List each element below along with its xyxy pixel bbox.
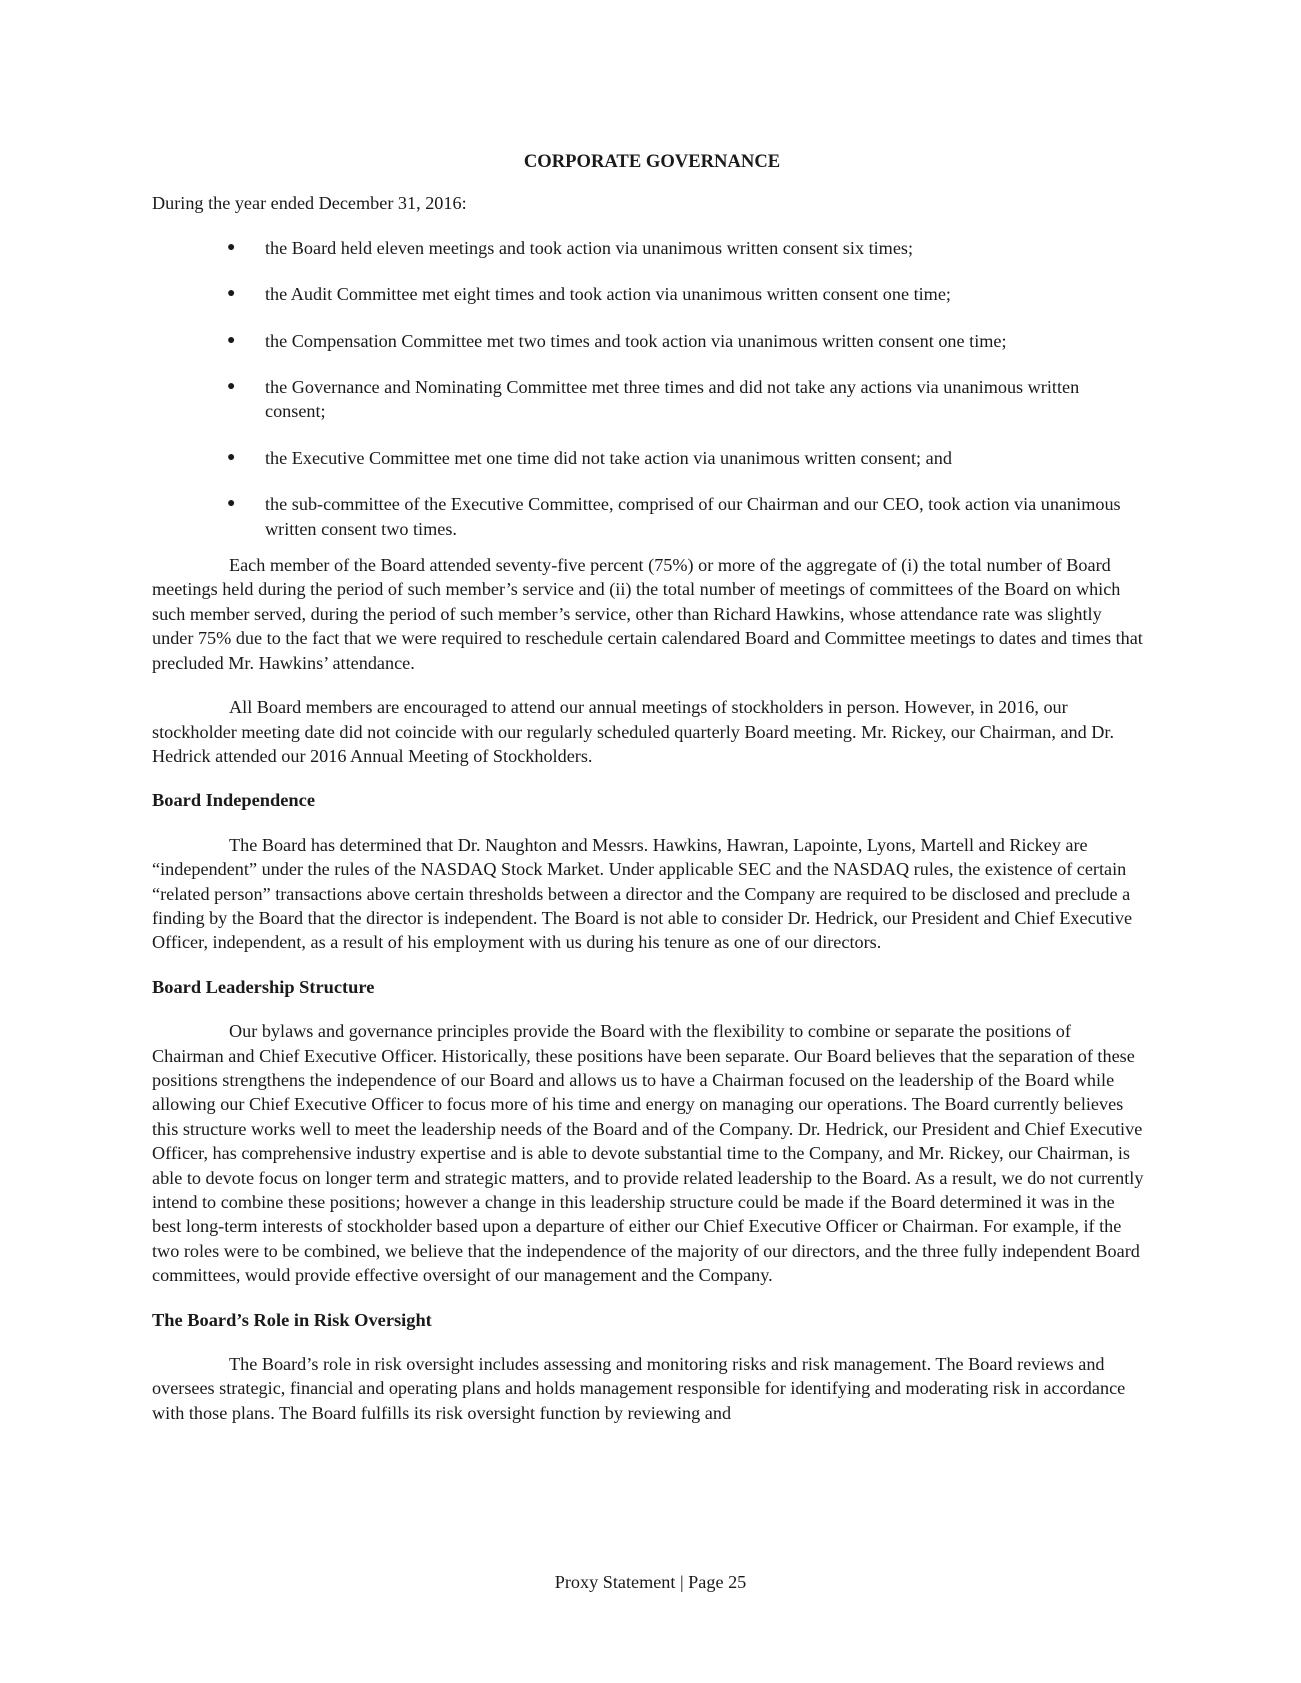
- list-item: [152, 446, 1144, 470]
- list-item-text: the Compensation Committee met two times and took action via unanimous written consent one time;: [265, 330, 1007, 351]
- list-item-text: the sub-committee of the Executive Committee, comprised of our Chairman and our CEO, took action via unanimous written consent two times.: [265, 494, 1121, 539]
- page-footer: Proxy Statement | Page 25: [554, 1572, 747, 1592]
- list-item: [152, 282, 1144, 306]
- bullet-icon: ●: [227, 379, 236, 395]
- bullet-icon: ●: [227, 449, 236, 465]
- bullet-icon: ●: [227, 239, 236, 255]
- list-item: [152, 375, 1144, 424]
- list-item: [152, 236, 1144, 260]
- section-body-risk-oversight: The Board’s role in risk oversight includes assessing and monitoring risks and risk management. The Board reviews and oversees strategic, financial and operating plans and holds management responsible for identifying and moderating risk in accordance with those plans. The Board fulfills its risk oversight function by reviewing and: [152, 1354, 1126, 1423]
- document-page: [152, 150, 1144, 1445]
- section-heading-board-leadership-structure: Board Leadership Structure: [152, 976, 375, 997]
- list-item: [152, 492, 1144, 541]
- list-item-text: the Board held eleven meetings and took action via unanimous written consent six times;: [265, 237, 914, 258]
- list-item-text: the Governance and Nominating Committee met three times and did not take any actions via unanimous written consent;: [265, 377, 1080, 422]
- page-title: CORPORATE GOVERNANCE: [523, 151, 781, 172]
- annual-meeting-paragraph: All Board members are encouraged to attend our annual meetings of stockholders in person. However, in 2016, our stockholder meeting date did not coincide with our regularly scheduled quarterly Board meeting. Mr. Rickey, our Chairman, and Dr. Hedrick attended our 2016 Annual Meeting of Stockholders.: [152, 697, 1114, 766]
- list-item-text: the Audit Committee met eight times and took action via unanimous written consent one time;: [265, 284, 951, 305]
- list-item: [152, 329, 1144, 353]
- section-heading-board-independence: Board Independence: [152, 790, 315, 811]
- attendance-paragraph: Each member of the Board attended seventy-five percent (75%) or more of the aggregate of (i) the total number of Board meetings held during the period of such member’s service and (ii) the total number of meetings of committees of the Board on which such member served, during the period of such member’s service, other than Richard Hawkins, whose attendance rate was slightly under 75% due to the fact that we were required to reschedule certain calendared Board and Committee meetings to dates and times that precluded Mr. Hawkins’ attendance.: [152, 555, 1143, 673]
- section-body-board-independence: The Board has determined that Dr. Naughton and Messrs. Hawkins, Hawran, Lapointe, Lyons, Martell and Rickey are “independent” under the rules of the NASDAQ Stock Market. Under applicable SEC and the NASDAQ rules, the existence of certain “related person” transactions above certain thresholds between a director and the Company are required to be disclosed and preclude a finding by the Board that the director is independent. The Board is not able to consider Dr. Hedrick, our President and Chief Executive Officer, independent, as a result of his employment with us during his tenure as one of our directors.: [152, 834, 1133, 953]
- meeting-summary-list: [152, 236, 1144, 541]
- section-body-board-leadership-structure: Our bylaws and governance principles provide the Board with the flexibility to combine or separate the positions of Chairman and Chief Executive Officer. Historically, these positions have been separate. Our Board believes that the separation of these positions strengthens the independence of our Board and allows us to have a Chairman focused on the leadership of the Board while allowing our Chief Executive Officer to focus more of his time and energy on managing our operations. The Board currently believes this structure works well to meet the leadership needs of the Board and of the Company. Dr. Hedrick, our President and Chief Executive Officer, has comprehensive industry expertise and is able to devote substantial time to the Company, and Mr. Rickey, our Chairman, is able to devote focus on longer term and strategic matters, and to provide related leadership to the Board. As a result, we do not currently intend to combine these positions; however a change in this leadership structure could be made if the Board determined it was in the best long-term interests of stockholder based upon a departure of either our Chief Executive Officer or Chairman. For example, if the two roles were to be combined, we believe that the independence of the majority of our directors, and the three fully independent Board committees, would provide effective oversight of our management and the Company.: [152, 1021, 1144, 1286]
- bullet-icon: ●: [227, 496, 236, 512]
- intro-text: During the year ended December 31, 2016:: [152, 193, 467, 214]
- bullet-icon: ●: [227, 332, 236, 348]
- bullet-icon: ●: [227, 286, 236, 302]
- list-item-text: the Executive Committee met one time did not take action via unanimous written consent; and: [265, 447, 952, 468]
- section-heading-risk-oversight: The Board’s Role in Risk Oversight: [152, 1309, 432, 1330]
